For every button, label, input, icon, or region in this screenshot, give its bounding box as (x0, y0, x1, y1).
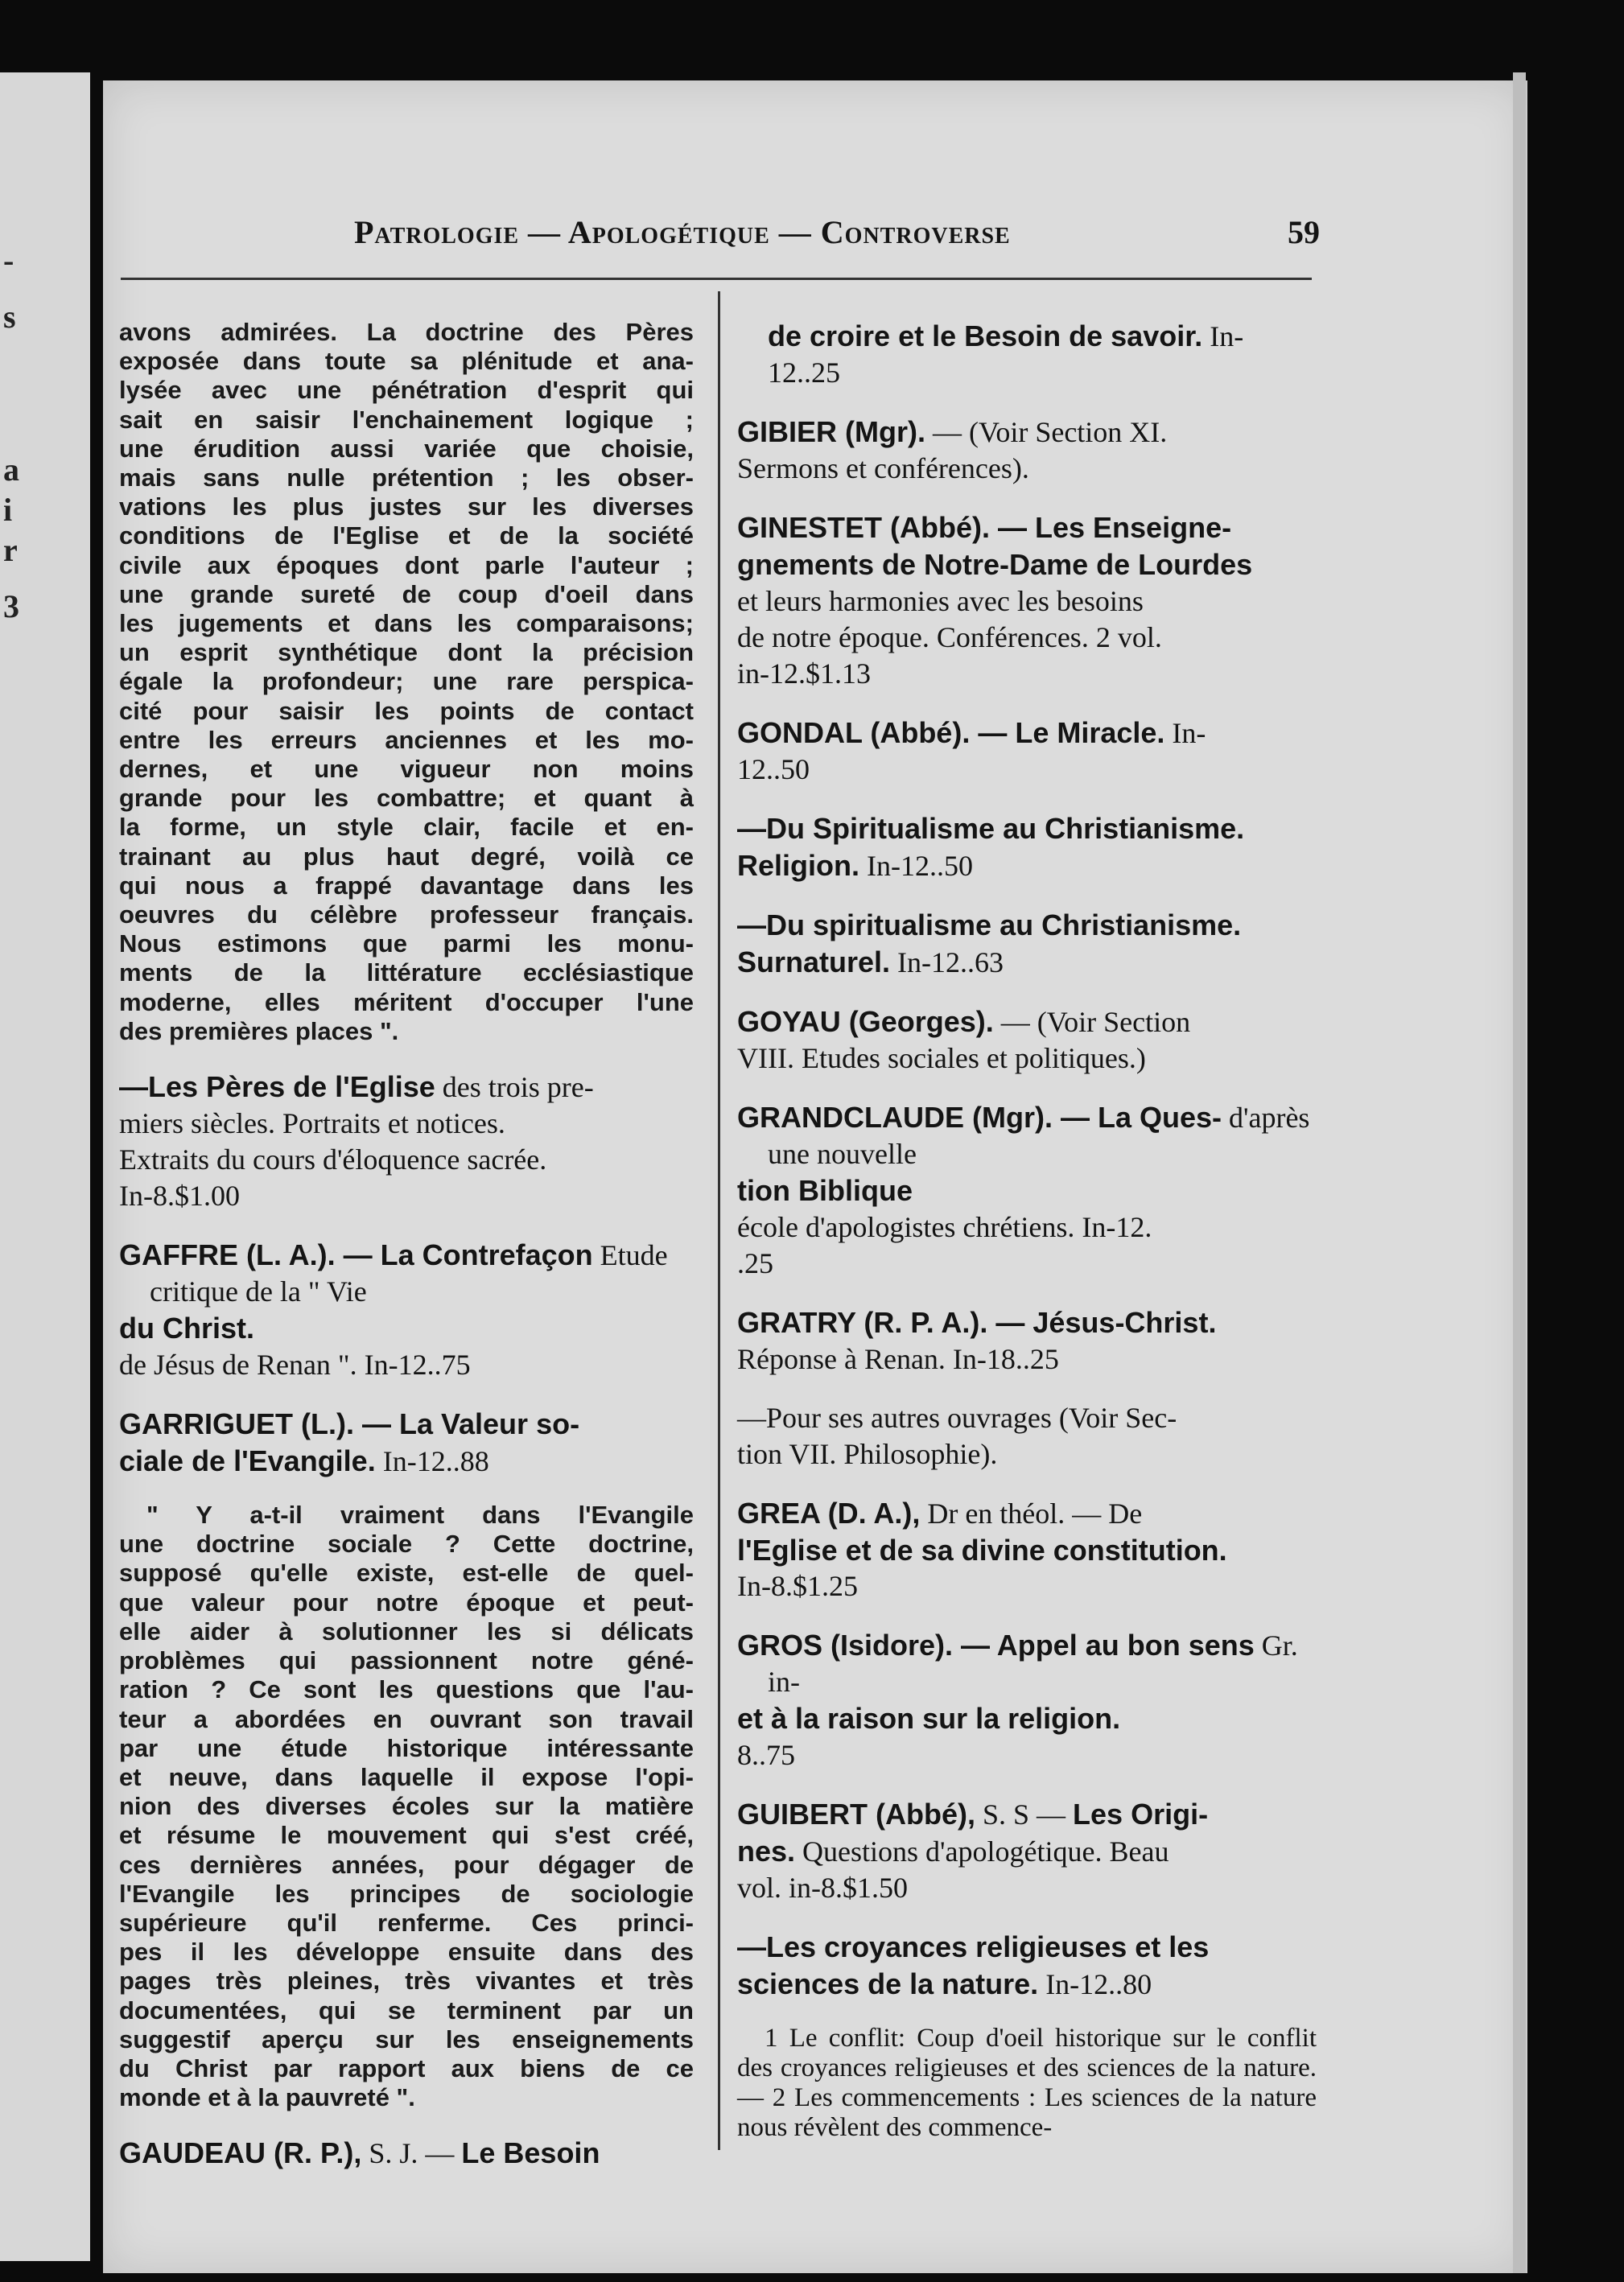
entry-format: vol. in-8. (737, 1872, 843, 1904)
entry-line (737, 1495, 1317, 1532)
running-title: Patrologie — Apologétique — Controverse (354, 214, 1011, 250)
header-rule (121, 278, 1312, 280)
quote-line: une érudition aussi variée que choisie, (119, 434, 694, 463)
author-name: —Les croyances religieuses et les (737, 1930, 1210, 1963)
entry-line (737, 1700, 1317, 1737)
entry-line (737, 907, 1317, 944)
quote-line: ration ? Ce sont les questions que l'au- (119, 1675, 694, 1704)
left-column (119, 318, 694, 2172)
author-name: GIBIER (Mgr). (737, 415, 925, 448)
quote-line: une doctrine sociale ? Cette doctrine, (119, 1530, 694, 1559)
author-name: —Du Spiritualisme au Christianisme. (737, 812, 1245, 845)
author-name: —Les Pères de l'Eglise (119, 1070, 435, 1104)
entry-line (737, 509, 1317, 546)
author-name: GRATRY (R. P. A.). — Jésus-Christ. (737, 1306, 1217, 1339)
entry-format: de Jésus de Renan ". In-12. (119, 1349, 435, 1382)
book-title: du Christ. (119, 1312, 254, 1345)
quote-line: exposée dans toute sa plénitude et ana- (119, 347, 694, 376)
author-name: GREA (D. A.), (737, 1497, 921, 1530)
quote-line: égale la profondeur; une rare perspica- (119, 667, 694, 696)
review-quote (119, 1501, 694, 2112)
footnote: 1 Le conflit: Coup d'oeil historique sur le conflit des croyances religieuses et des sciences de la nature. — 2 Les commencements : Les sciences de la nature nous révèlent des commence- (737, 2024, 1317, 2142)
author-name: GAFFRE (L. A.). — La Contrefaçon (119, 1238, 593, 1272)
quote-line: les jugements et dans les comparaisons; (119, 609, 694, 638)
edge-mark: a (3, 451, 19, 488)
price: $1.00 (174, 1180, 240, 1213)
quote-line: et neuve, dans laquelle il expose l'opi- (119, 1762, 694, 1791)
catalog-entry (737, 715, 1317, 788)
catalog-entry (737, 1003, 1317, 1077)
entry-format: 12. (737, 753, 773, 785)
entry-format: In-8. (119, 1180, 175, 1213)
catalog-entry (737, 1495, 1317, 1604)
entry-format: 12. (768, 356, 804, 389)
entry-line (737, 1003, 1317, 1040)
entry-format: In-12. (897, 946, 968, 978)
entry-line (737, 414, 1317, 451)
quote-line: supérieure qu'il renferme. Ces princi- (119, 1908, 694, 1937)
author-name: GUIBERT (Abbé), (737, 1798, 975, 1831)
entry-format: Sermons et conférences). (737, 452, 1029, 484)
catalog-entry (737, 318, 1317, 391)
quote-line: monde et à la pauvreté ". (119, 2083, 415, 2112)
entry-price-row (119, 1347, 694, 1383)
entry-text: Etude critique de la " Vie (150, 1239, 668, 1308)
quote-line: documentées, qui se terminent par un (119, 1996, 694, 2025)
quote-line: la forme, un style clair, facile et en- (119, 813, 694, 842)
book-title: tion Biblique (737, 1174, 913, 1207)
book-title: Religion. (737, 849, 859, 882)
column-divider (718, 291, 720, 2150)
entry-line (737, 1400, 1317, 1436)
book-title: ciale de l'Evangile. (119, 1444, 376, 1478)
entry-text: Gr. in- (768, 1629, 1298, 1698)
catalog-entry (737, 414, 1317, 487)
entry-text: d'après une nouvelle (768, 1102, 1310, 1170)
quote-line: nion des diverses écoles sur la matière (119, 1792, 694, 1821)
entry-format: In-8. (737, 1570, 793, 1602)
entry-line: école d'apologistes chrétiens. In-12. (737, 1211, 1152, 1243)
quote-line: moderne, elles méritent d'occuper l'une (119, 987, 694, 1016)
quote-line: pages très pleines, très vivantes et très (119, 1967, 694, 1996)
entry-format: 8. (737, 1739, 759, 1771)
author-name: GINESTET (Abbé). — Les Enseigne- (737, 511, 1232, 544)
quote-line: cité pour saisir les points de contact (119, 696, 694, 725)
entry-text: — (Voir Section XI. (925, 416, 1168, 448)
price: .25 (737, 1247, 773, 1279)
author-name: GAUDEAU (R. P.), (119, 2136, 362, 2170)
entry-format: In-12. (867, 850, 937, 882)
entry-text: des trois pre- (435, 1071, 594, 1104)
book-title: gnements de Notre-Dame de Lourdes (737, 548, 1253, 581)
entry-text: Dr en théol. — De (920, 1497, 1143, 1530)
right-column (737, 318, 1317, 2143)
page-edge (1513, 72, 1526, 2273)
price: .80 (1115, 1968, 1152, 2000)
price: .88 (452, 1445, 489, 1478)
quote-line: civile aux époques dont parle l'auteur ; (119, 550, 694, 579)
entry-line (737, 1833, 1317, 1870)
entry-text: In- (1164, 717, 1206, 749)
quote-line: une grande sureté de coup d'oeil dans (119, 579, 694, 608)
running-header (249, 213, 1320, 262)
author-name: GOYAU (Georges). (737, 1005, 994, 1038)
quote-line: pes il les développe ensuite dans des (119, 1938, 694, 1967)
quote-line: problèmes qui passionnent notre géné- (119, 1646, 694, 1675)
entry-line (737, 1099, 1317, 1172)
entry-price-row (737, 1966, 1317, 2003)
entry-price-row (737, 1737, 1317, 1773)
quote-line: qui nous a frappé davantage dans les (119, 871, 694, 900)
entry-format: In-12. (382, 1445, 453, 1478)
catalog-entry (737, 1796, 1317, 1906)
adjacent-page-edge (0, 72, 90, 2261)
quote-line: elle aider à solutionner les si délicats (119, 1617, 694, 1646)
catalog-entry (737, 810, 1317, 884)
book-title: et à la raison sur la religion. (737, 1702, 1121, 1735)
entry-line (737, 1929, 1317, 1966)
entry-price-row (737, 944, 1317, 981)
quote-line: ces dernières années, pour dégager de (119, 1850, 694, 1879)
entry-text: S. J. — (361, 2137, 462, 2170)
price: .63 (967, 946, 1004, 978)
entry-price-row (737, 656, 1317, 692)
catalog-entry (119, 2135, 694, 2172)
quote-line: teur a abordées en ouvrant son travail (119, 1704, 694, 1733)
catalog-entry (737, 1627, 1317, 1773)
book-title: nes. (737, 1835, 796, 1868)
entry-price-row (737, 1040, 1317, 1077)
quote-line: lysée avec une pénétration d'esprit qui (119, 376, 694, 405)
book-title: sciences de la nature. (737, 1967, 1039, 2000)
quote-line: un esprit synthétique dont la précision (119, 638, 694, 667)
entry-format: tion VII. Philosophie). (737, 1438, 998, 1470)
quote-line: vations les plus justes sur les diverses (119, 492, 694, 521)
entry-format: In-12. (1045, 1968, 1116, 2000)
edge-mark: s (3, 299, 16, 335)
quote-line: des premières places ". (119, 1016, 399, 1045)
entry-price-row (737, 752, 1317, 788)
book-title: Les Origi- (1073, 1798, 1209, 1831)
entry-line: miers siècles. Portraits et notices. (119, 1107, 505, 1140)
entry-price-row (119, 1178, 694, 1214)
entry-text: In- (1202, 320, 1244, 352)
entry-line (119, 1069, 694, 1106)
entry-line (737, 1796, 1317, 1833)
quote-line: ments de la littérature ecclésiastique (119, 958, 694, 987)
catalog-entry (737, 509, 1317, 692)
catalog-entry (119, 1406, 694, 1480)
quote-line: entre les erreurs anciennes et les mo- (119, 725, 694, 754)
quote-line: Nous estimons que parmi les monu- (119, 929, 694, 958)
entry-price-row (737, 847, 1317, 884)
quote-line: l'Evangile les principes de sociologie (119, 1879, 694, 1908)
catalog-entry (119, 1237, 694, 1383)
entry-format: in-12. (737, 657, 806, 690)
edge-mark: - (3, 242, 14, 278)
entry-format: Réponse à Renan. In-18. (737, 1343, 1023, 1375)
entry-text: S. S — (975, 1798, 1074, 1831)
price: $1.50 (843, 1872, 908, 1904)
entry-line (119, 1406, 694, 1443)
entry-price-row (737, 1246, 1317, 1282)
entry-line (737, 1304, 1317, 1341)
catalog-entry (119, 1069, 694, 1214)
author-name: —Du spiritualisme au Christianisme. (737, 908, 1242, 941)
quote-line: sait en saisir l'enchainement logique ; (119, 405, 694, 434)
entry-price-row (737, 1568, 1317, 1604)
entry-text: —Pour ses autres ouvrages (Voir Sec- (737, 1402, 1177, 1434)
entry-line: et leurs harmonies avec les besoins (737, 585, 1144, 617)
edge-mark: 3 (3, 588, 19, 624)
quote-line: du Christ par rapport aux biens de ce (119, 2053, 694, 2082)
book-title: de croire et le Besoin de savoir. (768, 319, 1203, 352)
entry-price-row (737, 1870, 1317, 1906)
author-name: GARRIGUET (L.). — La Valeur so- (119, 1407, 580, 1441)
entry-price-row (768, 355, 1317, 391)
price: .25 (804, 356, 840, 389)
review-quote (119, 318, 694, 1046)
quote-line: oeuvres du célèbre professeur français. (119, 900, 694, 929)
entry-price-row (737, 451, 1317, 487)
price: .75 (759, 1739, 795, 1771)
book-title: Surnaturel. (737, 945, 891, 978)
entry-price-row (119, 1443, 694, 1480)
quote-line: grande pour les combattre; et quant à (119, 784, 694, 813)
book-title: l'Eglise et de sa divine constitution. (737, 1534, 1227, 1567)
quote-line: conditions de l'Eglise et de la société (119, 521, 694, 550)
edge-mark: i (3, 492, 13, 528)
quote-line: dernes, et une vigueur non moins (119, 755, 694, 784)
book-title: Le Besoin (461, 2136, 600, 2170)
entry-line (768, 318, 1317, 355)
quote-line: que valeur pour notre époque et peut- (119, 1588, 694, 1617)
entry-text: — (Voir Section (993, 1006, 1191, 1038)
quote-line: mais sans nulle prétention ; les obser- (119, 463, 694, 492)
entry-line (737, 1627, 1317, 1700)
author-name: GROS (Isidore). — Appel au bon sens (737, 1629, 1255, 1662)
entry-line (119, 1310, 694, 1347)
price: $1.25 (792, 1570, 858, 1602)
catalog-entry (737, 1400, 1317, 1473)
entry-price-row (737, 1436, 1317, 1473)
price: .75 (434, 1349, 471, 1382)
quote-line: avons admirées. La doctrine des Pères (119, 318, 694, 346)
quote-line: trainant au plus haut degré, voilà ce (119, 842, 694, 871)
price: $1.13 (806, 657, 871, 690)
quote-line: suggestif aperçu sur les enseignements (119, 2025, 694, 2053)
entry-line (737, 810, 1317, 847)
entry-price-row (737, 1341, 1317, 1378)
entry-line (737, 1172, 1317, 1209)
catalog-entry (737, 907, 1317, 981)
author-name: GRANDCLAUDE (Mgr). — La Ques- (737, 1101, 1222, 1134)
author-name: GONDAL (Abbé). — Le Miracle. (737, 716, 1165, 749)
page-number: 59 (1288, 214, 1320, 250)
entry-line (119, 1237, 694, 1310)
catalog-entry (737, 1304, 1317, 1378)
price: .50 (773, 753, 810, 785)
price: .50 (936, 850, 973, 882)
entry-line: Extraits du cours d'éloquence sacrée. (119, 1143, 547, 1176)
price: .25 (1022, 1343, 1059, 1375)
entry-text: Questions d'apologétique. Beau (795, 1835, 1169, 1868)
quote-line: par une étude historique intéressante (119, 1733, 694, 1762)
entry-line (737, 546, 1317, 583)
quote-line: et résume le mouvement qui s'est créé, (119, 1821, 694, 1850)
catalog-entry (737, 1929, 1317, 2003)
entry-line: de notre époque. Conférences. 2 vol. (737, 621, 1162, 653)
quote-line: " Y a-t-il vraiment dans l'Evangile (146, 1501, 694, 1530)
quote-line: supposé qu'elle existe, est-elle de quel- (119, 1559, 694, 1588)
entry-line (737, 715, 1317, 752)
edge-mark: r (3, 532, 18, 568)
catalog-entry (737, 1099, 1317, 1282)
entry-format: VIII. Etudes sociales et politiques.) (737, 1042, 1146, 1074)
